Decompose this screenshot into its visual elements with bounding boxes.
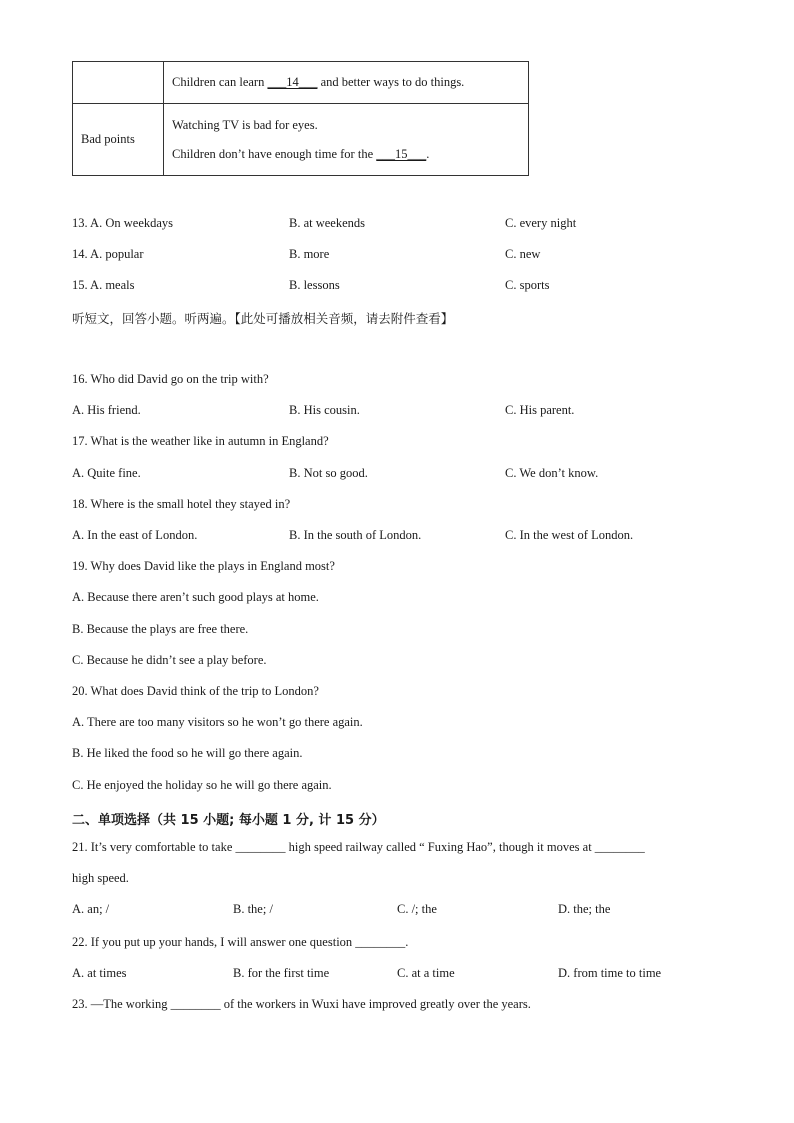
table-label-cell: Bad points	[73, 104, 164, 176]
q14-option-c: C. new	[505, 247, 541, 261]
q21-option-c: C. /; the	[397, 902, 437, 916]
q15-option-b: B. lessons	[289, 278, 340, 292]
q15-option-a: 15. A. meals	[72, 278, 135, 292]
q17-option-c: C. We don’t know.	[505, 466, 599, 480]
q19-option-b: B. Because the plays are free there.	[72, 622, 249, 636]
q16-option-a: A. His friend.	[72, 403, 141, 417]
table-text: Children don’t have enough time for the	[172, 146, 377, 161]
q20-stem: 20. What does David think of the trip to London?	[72, 684, 319, 698]
q22-option-d: D. from time to time	[558, 966, 662, 980]
table-text-line	[172, 147, 520, 162]
q21-stem-continued: high speed.	[72, 871, 129, 885]
table-content-cell	[164, 104, 529, 176]
table-text: Watching TV is bad for eyes.	[172, 117, 318, 132]
listening-instruction: 听短文，回答小题。听两遍。【此处可播放相关音频，请去附件查看】	[72, 311, 454, 326]
q13-option-a: 13. A. On weekdays	[72, 216, 174, 230]
q21-stem: 21. It’s very comfortable to take ________ high speed railway called “ Fuxing Hao”, though it moves at ________	[72, 840, 645, 854]
q17-option-b: B. Not so good.	[289, 466, 368, 480]
table-content-cell	[164, 62, 529, 104]
table-row	[73, 104, 529, 176]
table-row	[73, 62, 529, 104]
q22-option-c: C. at a time	[397, 966, 455, 980]
q21-option-a: A. an; /	[72, 902, 110, 916]
q18-option-c: C. In the west of London.	[505, 528, 634, 542]
q19-option-c: C. Because he didn’t see a play before.	[72, 653, 267, 667]
q16-option-c: C. His parent.	[505, 403, 575, 417]
q19-option-a: A. Because there aren’t such good plays at home.	[72, 590, 319, 604]
q21-option-b: B. the; /	[233, 902, 273, 916]
table-text: .	[426, 146, 430, 161]
table-label-cell	[73, 62, 164, 104]
q17-stem: 17. What is the weather like in autumn in England?	[72, 434, 329, 448]
q20-option-b: B. He liked the food so he will go there again.	[72, 746, 303, 760]
blank-14: ___14___	[267, 75, 318, 89]
q22-option-a: A. at times	[72, 966, 127, 980]
q14-option-b: B. more	[289, 247, 330, 261]
q13-option-c: C. every night	[505, 216, 577, 230]
q18-option-a: A. In the east of London.	[72, 528, 198, 542]
q20-option-a: A. There are too many visitors so he won’t go there again.	[72, 715, 363, 729]
q18-option-b: B. In the south of London.	[289, 528, 422, 542]
q23-stem: 23. —The working ________ of the workers in Wuxi have improved greatly over the years.	[72, 997, 531, 1011]
section-title: 二、单项选择（共 15 小题; 每小题 1 分, 计 15 分）	[72, 813, 385, 828]
table-text: Children can learn	[172, 75, 268, 89]
q13-option-b: B. at weekends	[289, 216, 366, 230]
q20-option-c: C. He enjoyed the holiday so he will go there again.	[72, 778, 332, 792]
notes-table	[72, 61, 529, 176]
blank-15: ___15___	[376, 146, 427, 161]
q19-stem: 19. Why does David like the plays in England most?	[72, 559, 335, 573]
q18-stem: 18. Where is the small hotel they stayed in?	[72, 497, 291, 511]
q22-option-b: B. for the first time	[233, 966, 330, 980]
q16-stem: 16. Who did David go on the trip with?	[72, 372, 269, 386]
q16-option-b: B. His cousin.	[289, 403, 360, 417]
q15-option-c: C. sports	[505, 278, 550, 292]
q17-option-a: A. Quite fine.	[72, 466, 141, 480]
table-text: and better ways to do things.	[317, 75, 465, 89]
q14-option-a: 14. A. popular	[72, 247, 144, 261]
q22-stem: 22. If you put up your hands, I will answer one question ________.	[72, 935, 409, 949]
q21-option-d: D. the; the	[558, 902, 611, 916]
